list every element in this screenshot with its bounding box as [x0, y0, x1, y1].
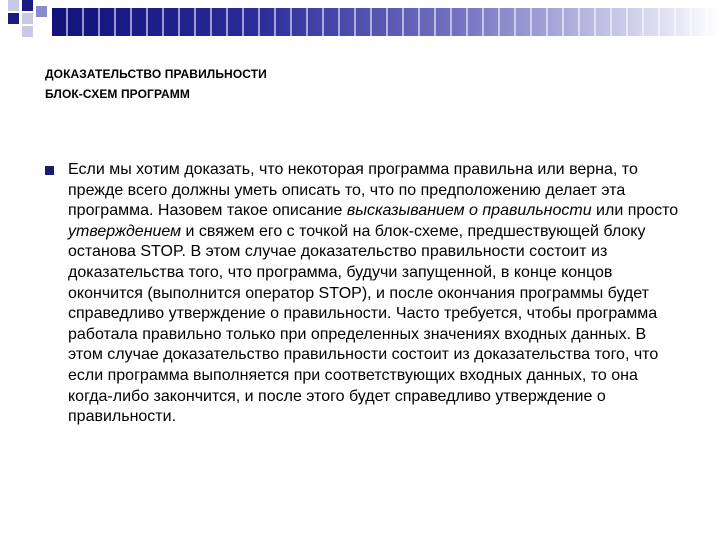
header-gradient-stripes	[52, 8, 720, 36]
body-text-italic-2: утверждением	[68, 222, 182, 240]
slide-title	[45, 64, 645, 104]
body-text-italic-1: высказыванием о правильности	[346, 202, 592, 220]
corner-square-decoration	[22, 26, 33, 37]
corner-square-decoration	[22, 0, 33, 11]
slide-title-line-1: ДОКАЗАТЕЛЬСТВО ПРАВИЛЬНОСТИ	[45, 67, 267, 81]
body-text-part-2: или просто	[591, 202, 679, 220]
square-bullet-icon	[45, 166, 54, 175]
slide-title-line-2: БЛОК-СХЕМ ПРОГРАММ	[45, 87, 190, 101]
body-text-part-3: и свяжем его с точкой на блок-схеме, предшествующей блоку останова STOP. В этом случае доказательство правильности состоит из доказательства того, что программа, будучи запущенной, в конце концов окончится (выполнится оператор STOP), и после окончания программы будет справедливо утверждение о правильности. Часто требуется, чтобы программа работала правильно только при определенных значениях входных данных. В этом случае доказательство правильности состоит из доказательства того, что если программа выполняется при соответствующих входных данных, то она когда-либо закончится, и после этого будет справедливо утверждение о правильности.	[68, 222, 659, 426]
bullet-item	[45, 160, 685, 428]
corner-square-decoration	[22, 13, 33, 24]
bullet-text	[68, 160, 685, 428]
body-text-part-1: Если мы хотим доказать, что некоторая программа правильна или верна, то прежде всего должны уметь описать то, что по предположению делает эта программа. Назовем такое описание	[68, 161, 638, 220]
corner-square-decoration	[36, 6, 47, 17]
corner-square-decoration	[8, 0, 19, 11]
corner-square-decoration	[8, 13, 19, 24]
